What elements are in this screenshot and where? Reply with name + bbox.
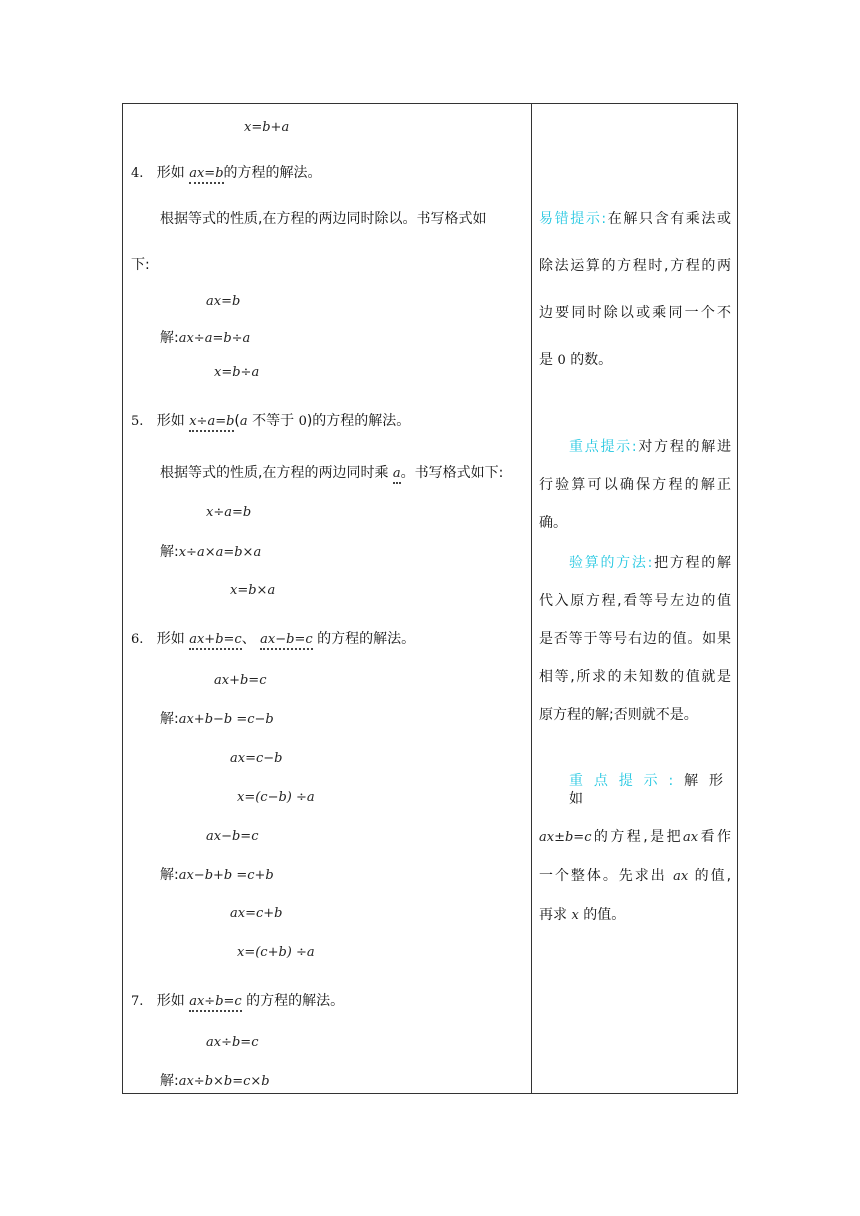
- tip-line: 是否等于等号右边的值。如果: [539, 631, 731, 647]
- equation: ax−b=c: [206, 829, 259, 844]
- section-7-heading: 7. 形如 ax÷b=c 的方程的解法。: [131, 992, 344, 1011]
- section-4-description-cont: 下:: [131, 257, 150, 273]
- section-4-description: 根据等式的性质,在方程的两边同时除以。书写格式如: [160, 211, 487, 227]
- section-4-heading: 4. 形如 ax=b的方程的解法。: [131, 164, 322, 183]
- tip-line: 验算的方法:把方程的解: [569, 555, 731, 571]
- equation: ax+b=c: [214, 673, 267, 688]
- solution-line: 解:x÷a×a=b×a: [160, 544, 262, 560]
- tip-line: ax±b=c的方程,是把ax看作: [539, 829, 732, 845]
- equation: x=(c−b) ÷a: [237, 790, 315, 805]
- tip-verify-method: [539, 554, 731, 724]
- section-6-heading: 6. 形如 ax+b=c、 ax−b=c 的方程的解法。: [131, 630, 415, 649]
- tip-key-solve: [539, 772, 731, 925]
- tip-line: 确。: [539, 515, 567, 531]
- tip-line: 相等,所求的未知数的值就是: [539, 669, 731, 685]
- tip-line: 重点提示:解形如: [569, 773, 732, 807]
- tip-line: 一个整体。先求出 ax 的值,: [539, 868, 732, 884]
- equation: ax=c−b: [230, 751, 283, 766]
- equation: x=(c+b) ÷a: [237, 945, 315, 960]
- tip-line: 再求 x 的值。: [539, 907, 626, 923]
- section-5-heading: 5. 形如 x÷a=b(a 不等于 0)的方程的解法。: [131, 412, 410, 431]
- tip-line: 行验算可以确保方程的解正: [539, 477, 731, 493]
- equation: x=b÷a: [214, 365, 260, 380]
- tip-line: 边要同时除以或乘同一个不: [539, 305, 731, 321]
- column-divider: [531, 103, 532, 1094]
- tip-line: 除法运算的方程时,方程的两: [539, 258, 731, 274]
- equation: x=b+a: [244, 120, 290, 135]
- solution-line: 解:ax÷b×b=c×b: [160, 1073, 270, 1089]
- equation: x÷a=b: [206, 505, 252, 520]
- solution-line: 解:ax−b+b =c+b: [160, 867, 274, 883]
- equation: ax÷b=c: [206, 1035, 259, 1050]
- tip-key-verify: [539, 438, 731, 532]
- solution-line: 解:ax÷a=b÷a: [160, 330, 251, 346]
- tip-error-prone: [539, 210, 731, 370]
- equation: ax=b: [206, 294, 241, 309]
- section-5-description: 根据等式的性质,在方程的两边同时乘 a。书写格式如下:: [160, 464, 503, 483]
- equation: ax=c+b: [230, 906, 283, 921]
- equation: x=b×a: [230, 583, 276, 598]
- solution-line: 解:ax+b−b =c−b: [160, 711, 274, 727]
- tip-line: 代入原方程,看等号左边的值: [539, 593, 731, 609]
- tip-line: 原方程的解;否则就不是。: [539, 707, 698, 723]
- tip-line: 易错提示:在解只含有乘法或: [539, 211, 732, 227]
- tip-line: 重点提示:对方程的解进: [569, 439, 732, 455]
- tip-line: 是 0 的数。: [539, 352, 613, 368]
